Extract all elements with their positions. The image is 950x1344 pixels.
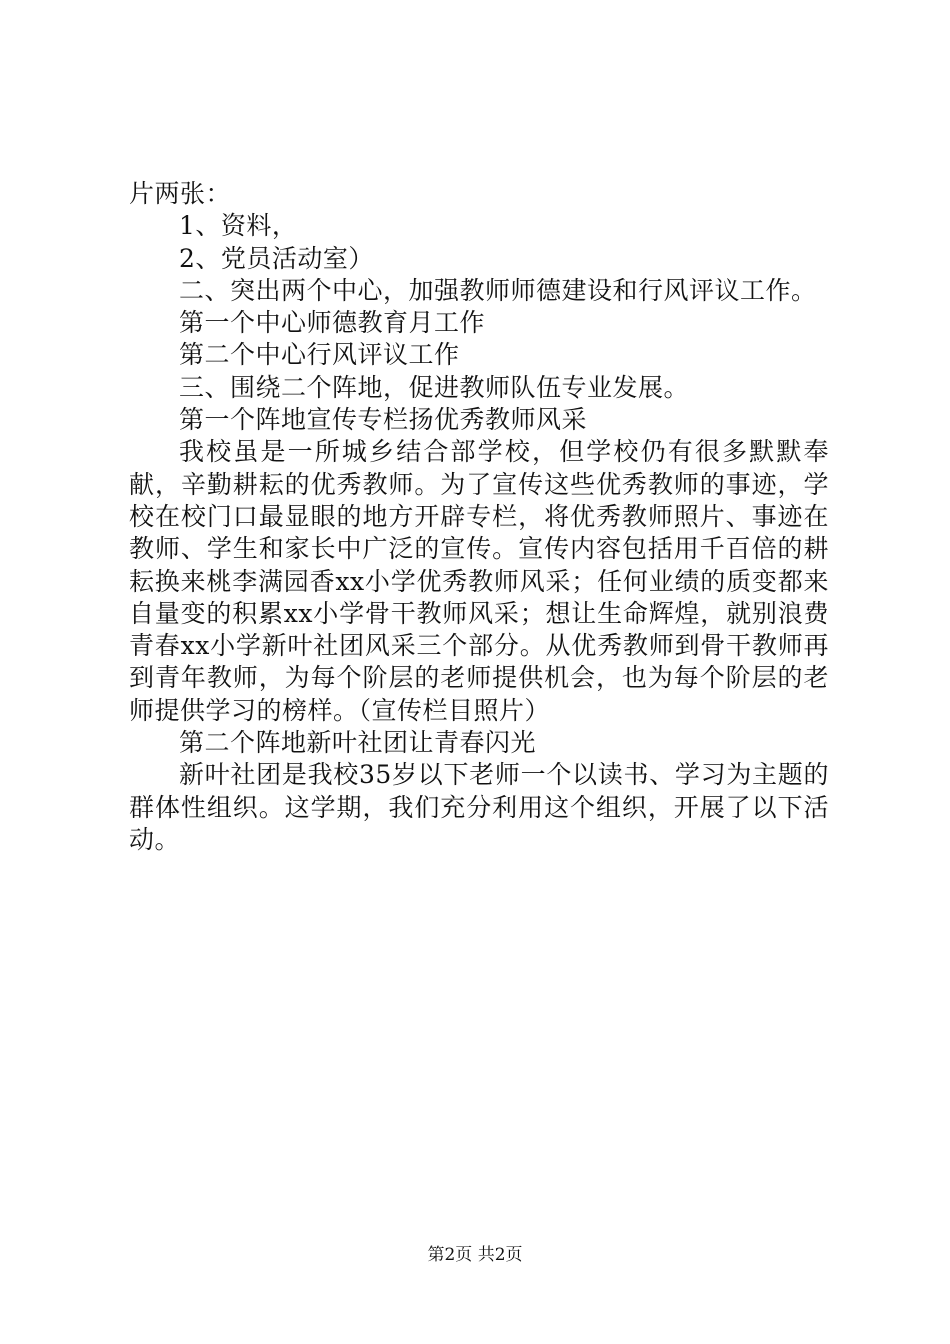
subheading: 第一个中心师德教育月工作 <box>179 308 486 338</box>
page-footer: 第2页 共2页 <box>427 1245 523 1265</box>
text-line: 片两张： <box>129 179 232 208</box>
list-item: 2、党员活动室） <box>179 243 374 273</box>
body-paragraph: 新叶社团是我校35岁以下老师一个以读书、学习为主题的群体性组织。这学期，我们充分利用这个组织，开展了以下活动。 <box>129 760 829 854</box>
list-item: 1、资料， <box>179 211 298 241</box>
subheading: 第二个阵地新叶社团让青春闪光 <box>179 728 537 758</box>
document-body <box>129 178 829 856</box>
body-paragraph: 我校虽是一所城乡结合部学校，但学校仍有很多默默奉献，辛勤耕耘的优秀教师。为了宣传这些优秀教师的事迹，学校在校门口最显眼的地方开辟专栏，将优秀教师照片、事迹在教师、学生和家长中广泛的宣传。宣传内容包括用千百倍的耕耘换来桃李满园香xx小学优秀教师风采；任何业绩的质变都来自量变的积累xx小学骨干教师风采；想让生命辉煌，就别浪费青春xx小学新叶社团风采三个部分。从优秀教师到骨干教师再到青年教师，为每个阶层的老师提供机会，也为每个阶层的老师提供学习的榜样。（宣传栏目照片） <box>129 437 829 725</box>
section-heading: 二、突出两个中心，加强教师师德建设和行风评议工作。 <box>179 275 817 305</box>
section-heading: 三、围绕二个阵地，促进教师队伍专业发展。 <box>179 372 690 402</box>
subheading: 第二个中心行风评议工作 <box>179 340 460 370</box>
subheading: 第一个阵地宣传专栏扬优秀教师风采 <box>179 405 588 435</box>
